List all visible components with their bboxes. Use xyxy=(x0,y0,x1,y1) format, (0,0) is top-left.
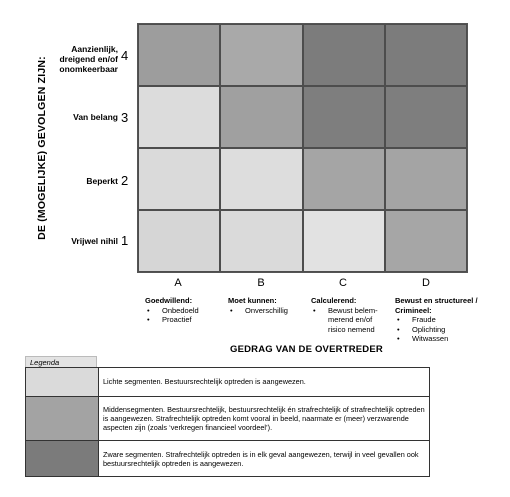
legend-text-light: Lichte segmenten. Bestuursrechtelijk optreden is aangewezen. xyxy=(103,377,306,386)
matrix-cell-3b xyxy=(220,86,302,148)
column-letter-b: B xyxy=(257,277,265,289)
matrix-cell-2a xyxy=(138,148,220,210)
row-label-1 xyxy=(71,236,118,246)
matrix-cell-4a xyxy=(138,24,220,86)
matrix-cell-3c xyxy=(303,86,385,148)
legend-swatch-heavy xyxy=(26,441,99,476)
row-number-1: 1 xyxy=(121,233,129,248)
matrix-cell-1d xyxy=(385,210,467,272)
row-label-3-line-1: Van belang xyxy=(73,112,118,122)
matrix-cell-1a xyxy=(138,210,220,272)
matrix-cell-1b xyxy=(220,210,302,272)
row-label-4-line-1: Aanzienlijk, xyxy=(71,44,118,54)
column-desc-a-title: Goedwillend: xyxy=(145,296,193,305)
legend-row-light xyxy=(26,368,429,396)
row-label-3 xyxy=(73,112,118,122)
matrix-cell-2b xyxy=(220,148,302,210)
row-number-3: 3 xyxy=(121,110,129,125)
row-label-4-line-2: dreigend en/of xyxy=(59,54,118,64)
column-desc-d-item: • Witwassen xyxy=(395,334,481,344)
legend-text-heavy: Zware segmenten. Strafrechtelijk optreden is in elk geval aangewezen, terwijl in veel gevallen ook bestuursrechtelijk optreden is aangewezen. xyxy=(103,450,419,468)
row-number-4: 4 xyxy=(121,48,129,63)
legend-swatch-light xyxy=(26,368,99,396)
legend-title: Legenda xyxy=(25,356,97,367)
legend-row-heavy xyxy=(26,440,429,476)
matrix-cell-2c xyxy=(303,148,385,210)
legend-box xyxy=(25,367,430,477)
matrix-cell-3a xyxy=(138,86,220,148)
column-letter-d: D xyxy=(422,277,430,289)
matrix-cell-4b xyxy=(220,24,302,86)
legend-text-medium: Middensegmenten. Bestuursrechtelijk, bestuursrechtelijk én strafrechtelijk of strafrechtelijk optreden is aangewezen. Strafrechtelijk optreden komt vooral in beeld, naarmate er (meer) verzwarende aspecten zijn (zoals ‘verkregen financieel voordeel’). xyxy=(103,405,425,432)
matrix-cell-4c xyxy=(303,24,385,86)
legend-row-medium xyxy=(26,396,429,440)
column-letter-c: C xyxy=(339,277,347,289)
y-axis-title: DE (MOGELIJKE) GEVOLGEN ZIJN: xyxy=(36,56,48,240)
column-desc-c-item: • Bewust belem- merend en/of risico nemend xyxy=(311,306,385,335)
column-desc-d-item: • Oplichting xyxy=(395,325,481,335)
row-label-2-line-1: Beperkt xyxy=(86,176,118,186)
column-desc-b-title: Moet kunnen: xyxy=(228,296,277,305)
column-desc-d xyxy=(395,296,481,344)
risk-matrix xyxy=(137,23,468,273)
matrix-cell-4d xyxy=(385,24,467,86)
column-desc-c-title: Calculerend: xyxy=(311,296,357,305)
row-label-4-line-3: onomkeerbaar xyxy=(59,64,118,74)
row-label-4 xyxy=(59,44,118,74)
matrix-cell-2d xyxy=(385,148,467,210)
row-label-1-line-1: Vrijwel nihil xyxy=(71,236,118,246)
x-axis-title: GEDRAG VAN DE OVERTREDER xyxy=(230,344,383,355)
matrix-cell-1c xyxy=(303,210,385,272)
column-desc-a xyxy=(145,296,217,325)
row-label-2 xyxy=(86,176,118,186)
matrix-cell-3d xyxy=(385,86,467,148)
column-desc-a-item: • Proactief xyxy=(145,315,217,325)
column-desc-c xyxy=(311,296,385,334)
legend-swatch-medium xyxy=(26,397,99,440)
column-desc-b xyxy=(228,296,300,315)
column-desc-d-title: Bewust en structureel / Crimineel: xyxy=(395,296,478,315)
row-number-2: 2 xyxy=(121,173,129,188)
column-desc-a-item: • Onbedoeld xyxy=(145,306,217,316)
column-letter-a: A xyxy=(174,277,182,289)
column-desc-b-item: • Onverschillig xyxy=(228,306,300,316)
column-desc-d-item: • Fraude xyxy=(395,315,481,325)
